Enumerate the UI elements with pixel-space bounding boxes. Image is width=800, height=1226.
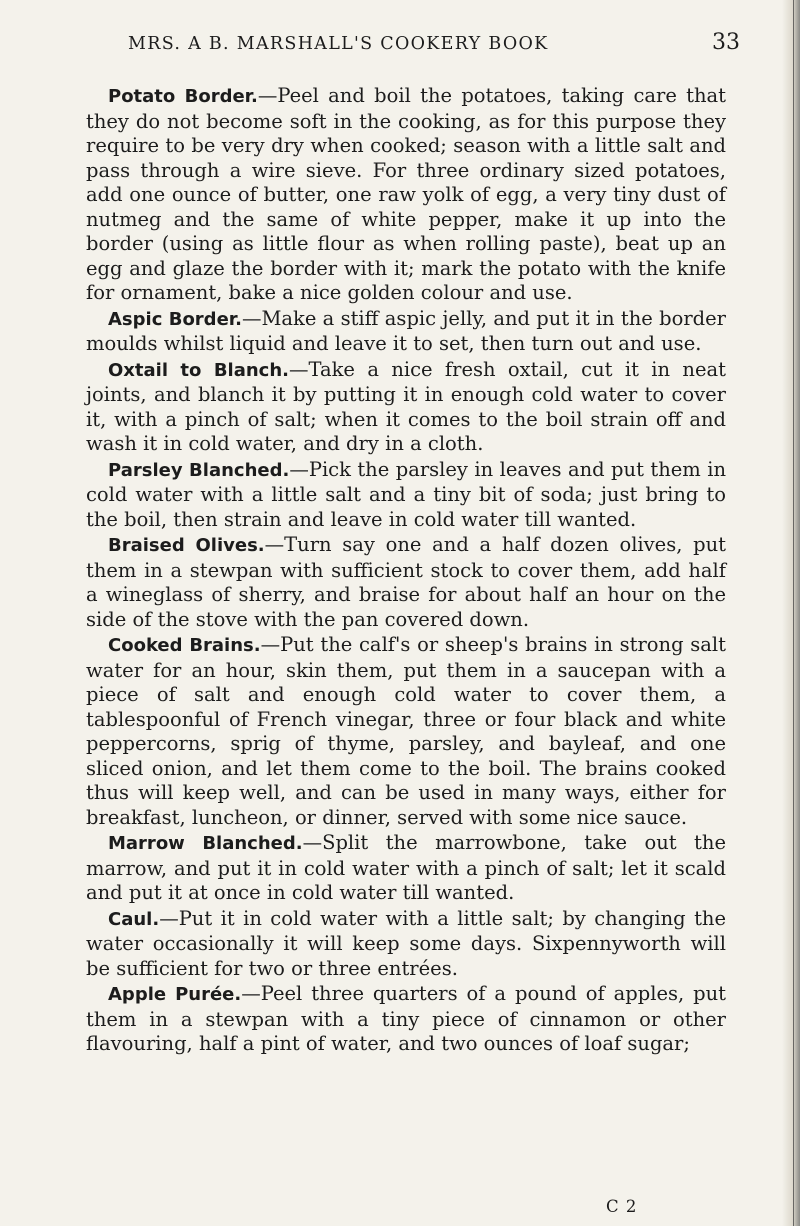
recipe-heading: Parsley Blanched. [108, 459, 290, 481]
page-number: 33 [712, 30, 740, 55]
recipe-text: —Put the calf's or sheep's brains in strong salt water for an hour, skin them, put them in a saucepan with a piece of salt and enough cold water to cover them, a tablespoonful of French vinegar, three or four black and white peppercorns, sprig of thyme, parsley, and bayleaf, and one sliced onion, and let them come to the boil. The brains cooked thus will keep well, and can be used in many ways, either for breakfast, luncheon, or dinner, served with some nice sauce. [86, 633, 726, 829]
page-edge-line [793, 0, 794, 1226]
recipe-heading: Potato Border. [108, 86, 258, 107]
recipe-heading: Aspic Border. [108, 308, 242, 330]
recipe-oxtail-to-blanch [86, 358, 726, 457]
recipe-heading: Caul. [108, 908, 160, 930]
recipe-text: —Pick the parsley in leaves and put them in cold water with a little salt and a tiny bit of soda; just bring to the boil, then strain and leave in cold water till wanted. [86, 457, 727, 531]
recipe-heading: Marrow Blanched. [108, 833, 303, 854]
recipe-braised-olives [86, 533, 726, 632]
recipe-caul [86, 907, 726, 982]
body-text [86, 84, 726, 1058]
page-edge-shadow [782, 0, 800, 1226]
recipe-potato-border [86, 84, 726, 306]
page-header [128, 30, 740, 62]
recipe-heading: Oxtail to Blanch. [108, 359, 289, 381]
recipe-text: —Make a stiff aspic jelly, and put it in the border moulds whilst liquid and leave it to set, then turn out and use. [86, 306, 727, 355]
recipe-marrow-blanched [86, 831, 726, 906]
running-head: MRS. A B. MARSHALL'S COOKERY BOOK [128, 34, 549, 54]
recipe-text: —Take a nice fresh oxtail, cut it in neat joints, and blanch it by putting it in enough cold water to cover it, with a pinch of salt; when it comes to the boil strain off and wash it in cold water, and dry in a cloth. [86, 357, 726, 455]
recipe-text: —Put it in cold water with a little salt; by changing the water occasionally it will keep some days. Sixpennyworth will be sufficient for two or three entrées. [86, 906, 726, 980]
recipe-apple-puree [86, 982, 726, 1057]
recipe-aspic-border [86, 307, 726, 357]
recipe-text: —Turn say one and a half dozen olives, put them in a stewpan with sufficient stock to cover them, add half a wineglass of sherry, and braise for about half an hour on the side of the stove with the pan covered down. [86, 533, 726, 631]
recipe-heading: Apple Purée. [108, 984, 242, 1005]
recipe-text: —Split the marrowbone, take out the marrow, and put it in cold water with a pinch of salt; let it scald and put it at once in cold water till wanted. [86, 831, 726, 904]
recipe-text: —Peel three quarters of a pound of apples, put them in a stewpan with a tiny piece of cinnamon or other flavouring, half a pint of water, and two ounces of loaf sugar; [86, 982, 726, 1055]
signature-mark: C 2 [606, 1197, 638, 1216]
recipe-heading: Braised Olives. [108, 535, 265, 556]
recipe-heading: Cooked Brains. [108, 635, 261, 656]
recipe-cooked-brains [86, 633, 726, 830]
recipe-text: —Peel and boil the potatoes, taking care that they do not become soft in the cooking, as for this purpose they require to be very dry when cooked; season with a little salt and pass through a wire sieve. For three ordinary sized potatoes, add one ounce of butter, one raw yolk of egg, a very tiny dust of nutmeg and the same of white pepper, make it up into the border (using as little flour as when rolling paste), beat up an egg and glaze the border with it; mark the potato with the knife for ornament, bake a nice golden colour and use. [86, 84, 726, 304]
recipe-parsley-blanched [86, 458, 726, 533]
